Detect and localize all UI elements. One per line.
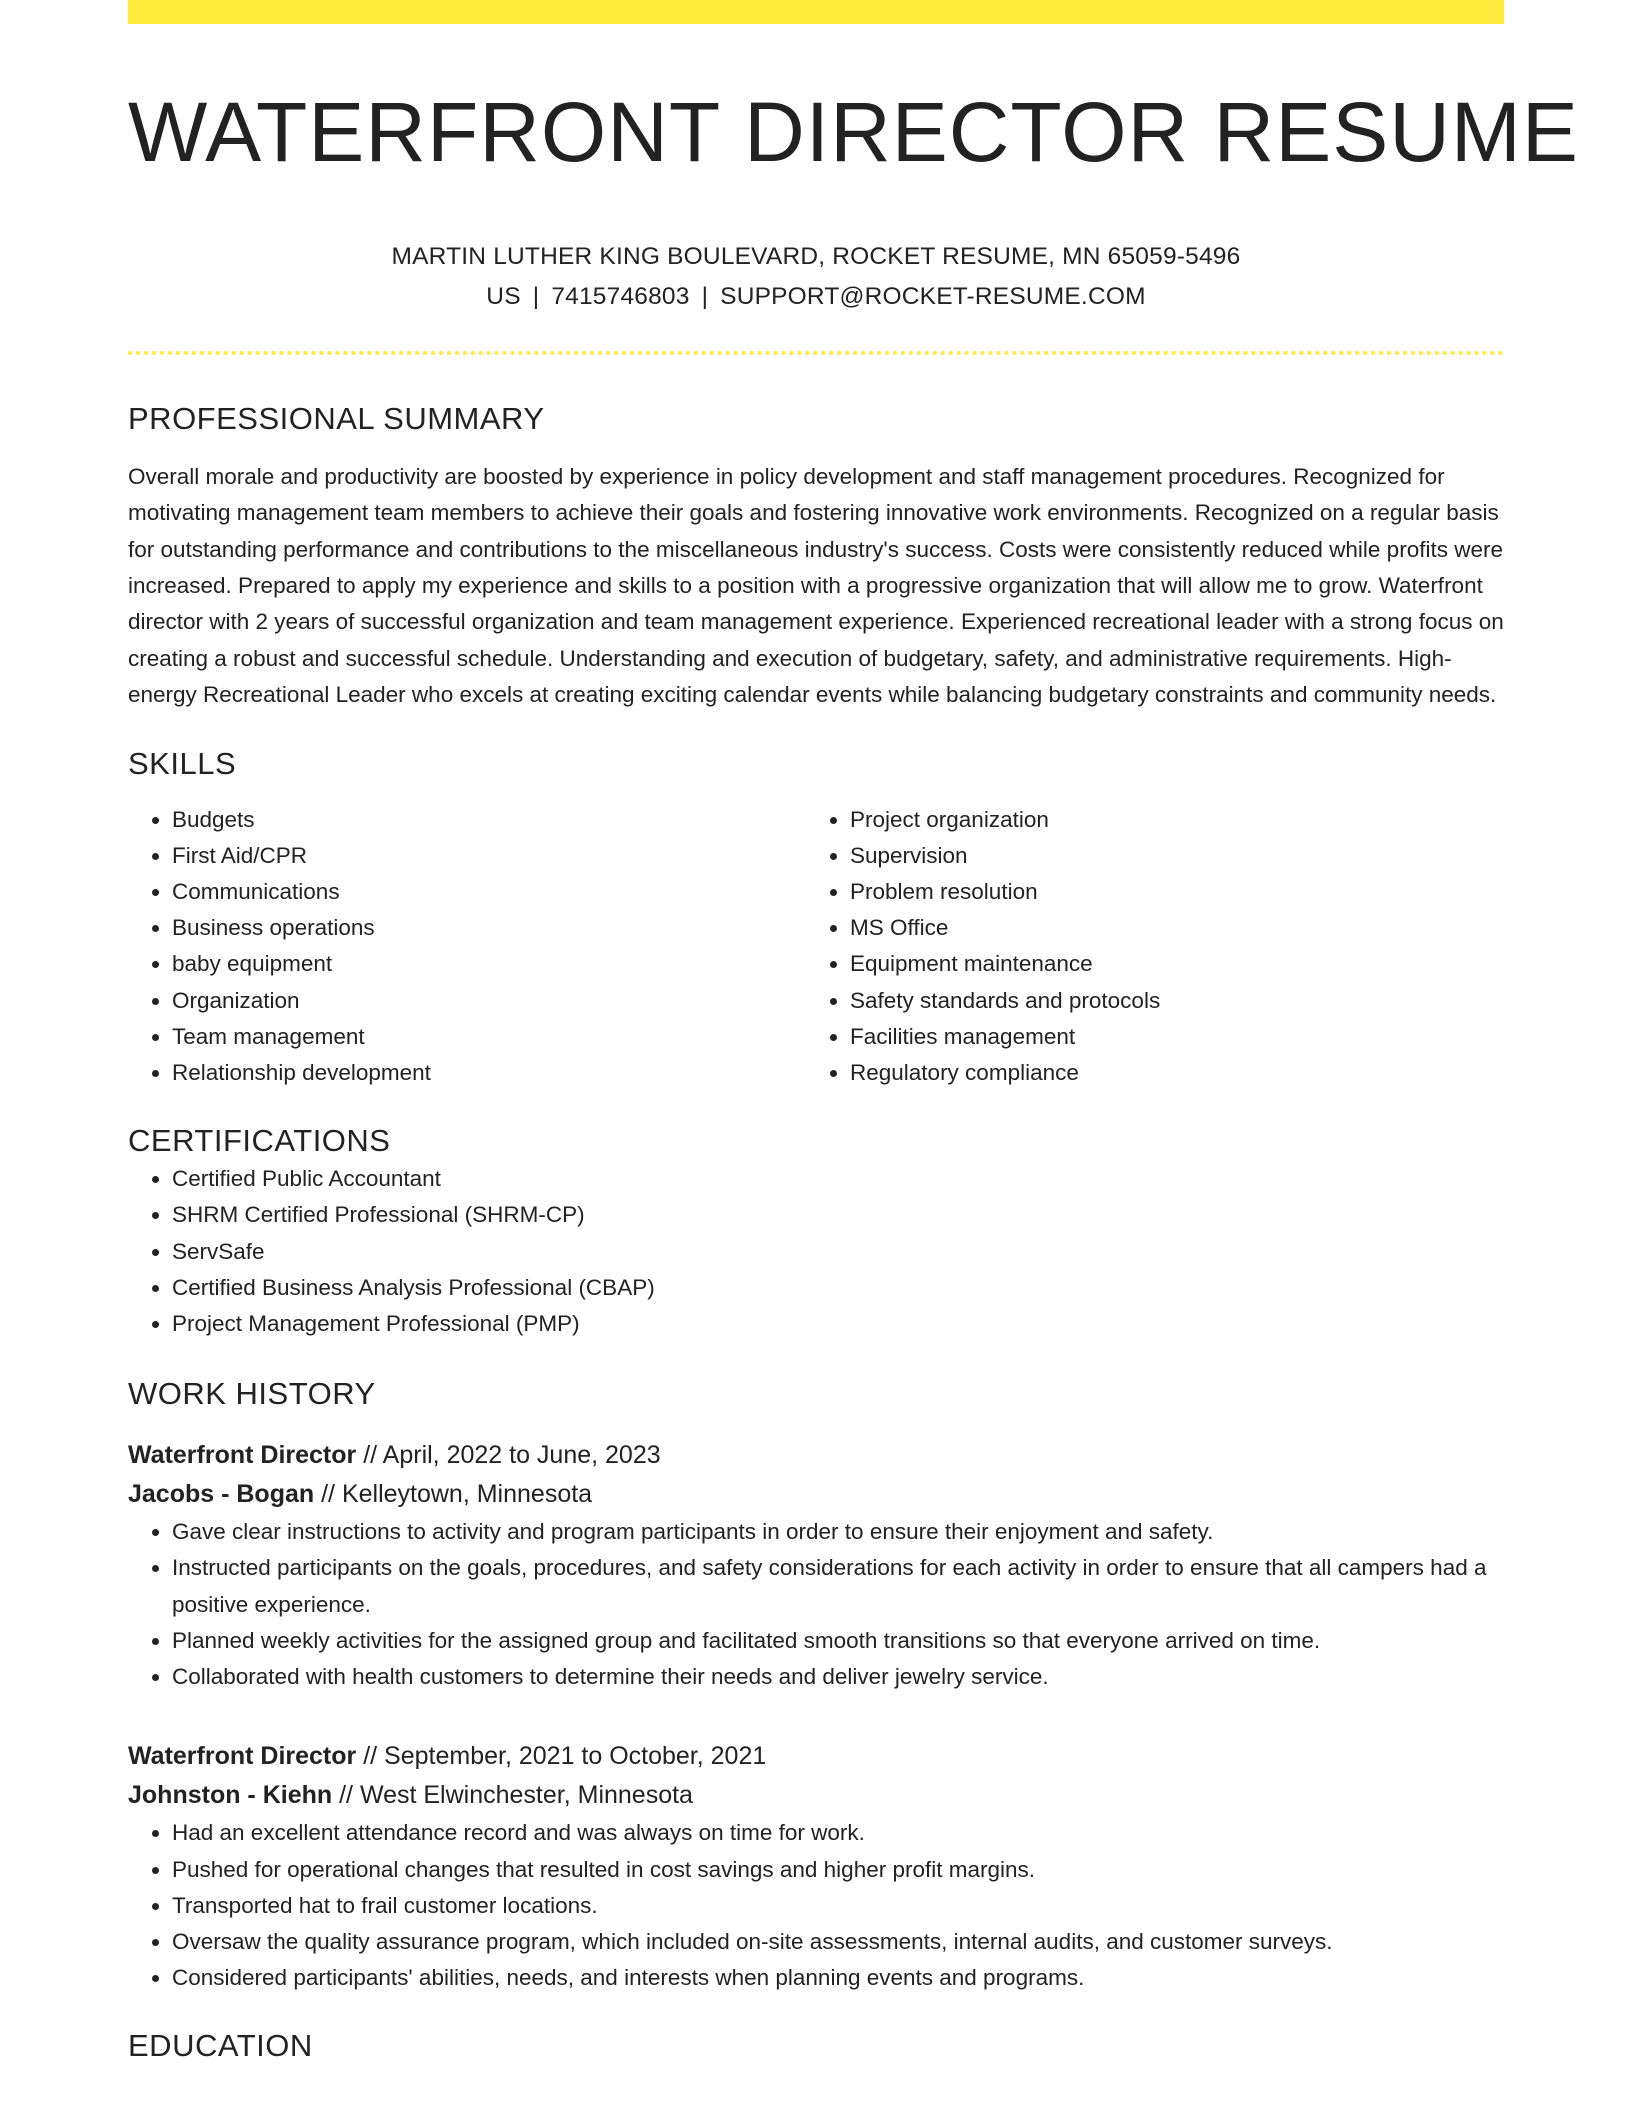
skills-list-right xyxy=(806,802,1484,1092)
skill-item: • Business operations xyxy=(172,910,806,946)
skill-item: • Budgets xyxy=(172,802,806,838)
skill-item: • Communications xyxy=(172,874,806,910)
contact-email[interactable]: SUPPORT@ROCKET-RESUME.COM xyxy=(720,282,1146,310)
skills-list-left xyxy=(128,802,806,1092)
skill-item: • Facilities management xyxy=(850,1019,1484,1055)
skill-item: • Equipment maintenance xyxy=(850,946,1484,982)
education-section xyxy=(128,2026,1504,2066)
job-entry xyxy=(128,1737,1504,1996)
skill-item: • Safety standards and protocols xyxy=(850,983,1484,1019)
skills-column-right xyxy=(806,802,1484,1092)
job-location: // West Elwinchester, Minnesota xyxy=(332,1781,693,1810)
skills-section xyxy=(128,744,1504,1092)
job-duties-list xyxy=(128,1514,1504,1695)
job-location: // Kelleytown, Minnesota xyxy=(314,1480,593,1509)
skill-item: • Organization xyxy=(172,983,806,1019)
header-divider xyxy=(128,351,1504,355)
contact-separator: | xyxy=(532,282,540,310)
contact-address: MARTIN LUTHER KING BOULEVARD, ROCKET RESUME, MN 65059-5496 US xyxy=(391,242,1241,310)
top-accent-bar xyxy=(128,0,1504,24)
job-company-line xyxy=(128,1475,1504,1514)
skill-item: • Supervision xyxy=(850,838,1484,874)
job-title-line xyxy=(128,1737,1504,1776)
contact-separator: | xyxy=(701,282,709,310)
certification-item: • Project Management Professional (PMP) xyxy=(172,1306,1504,1342)
certification-item: • ServSafe xyxy=(172,1234,1504,1270)
skill-item: • Problem resolution xyxy=(850,874,1484,910)
skill-item: • MS Office xyxy=(850,910,1484,946)
skills-column-left xyxy=(128,802,806,1092)
certification-item: • SHRM Certified Professional (SHRM-CP) xyxy=(172,1197,1504,1233)
summary-section xyxy=(128,399,1504,714)
job-company-line xyxy=(128,1776,1504,1815)
certifications-section xyxy=(128,1121,1504,1342)
job-title-line xyxy=(128,1436,1504,1475)
skill-item: • Team management xyxy=(172,1019,806,1055)
job-duty: • Gave clear instructions to activity and program participants in order to ensure their enjoyment and safety. xyxy=(172,1514,1504,1550)
job-duty: • Considered participants' abilities, needs, and interests when planning events and programs. xyxy=(172,1960,1504,1996)
job-company: Jacobs - Bogan xyxy=(128,1480,315,1509)
certifications-heading: CERTIFICATIONS xyxy=(128,1123,391,1159)
skill-item: • Project organization xyxy=(850,802,1484,838)
summary-text: Overall morale and productivity are boosted by experience in policy development and staff management procedures. Recognized for motivating management team members to achieve their goals and fostering innovative work environments. Recognized on a regular basis for outstanding performance and contributions to the miscellaneous industry's success. Costs were consistently reduced while profits were increased. Prepared to apply my experience and skills to a position with a progressive organization that will allow me to grow. Waterfront director with 2 years of successful organization and team management experience. Experienced recreational leader with a strong focus on creating a robust and successful schedule. Understanding and execution of budgetary, safety, and administrative requirements. High-energy Recreational Leader who excels at creating exciting calendar events while balancing budgetary constraints and community needs. xyxy=(128,463,1504,708)
education-heading: EDUCATION xyxy=(128,2028,313,2064)
job-company: Johnston - Kiehn xyxy=(128,1781,333,1810)
job-duty: • Had an excellent attendance record and was always on time for work. xyxy=(172,1815,1504,1851)
skill-item: • First Aid/CPR xyxy=(172,838,806,874)
contact-info xyxy=(188,237,1444,317)
resume-title: WATERFRONT DIRECTOR RESUME xyxy=(128,85,1579,179)
skill-item: • Regulatory compliance xyxy=(850,1055,1484,1091)
certification-item: • Certified Business Analysis Professional (CBAP) xyxy=(172,1270,1504,1306)
resume-page xyxy=(128,0,1579,2066)
skills-grid xyxy=(128,802,1504,1092)
skills-heading: SKILLS xyxy=(128,745,237,781)
job-duty: • Planned weekly activities for the assigned group and facilitated smooth transitions so that everyone arrived on time. xyxy=(172,1623,1504,1659)
work-history-heading: WORK HISTORY xyxy=(128,1376,376,1412)
summary-heading: PROFESSIONAL SUMMARY xyxy=(128,400,545,436)
contact-phone[interactable]: 7415746803 xyxy=(551,282,690,310)
job-dates: // September, 2021 to October, 2021 xyxy=(356,1742,767,1771)
work-history-section xyxy=(128,1374,1504,1996)
job-duty: • Transported hat to frail customer locations. xyxy=(172,1888,1504,1924)
skill-item: • baby equipment xyxy=(172,946,806,982)
certification-item: • Certified Public Accountant xyxy=(172,1161,1504,1197)
job-duty: • Collaborated with health customers to determine their needs and deliver jewelry service. xyxy=(172,1659,1504,1695)
job-dates: // April, 2022 to June, 2023 xyxy=(356,1441,661,1470)
job-duty: • Instructed participants on the goals, procedures, and safety considerations for each activity in order to ensure that all campers had a positive experience. xyxy=(172,1550,1504,1622)
job-duty: • Oversaw the quality assurance program, which included on-site assessments, internal audits, and customer surveys. xyxy=(172,1924,1504,1960)
job-title: Waterfront Director xyxy=(128,1441,357,1470)
skill-item: • Relationship development xyxy=(172,1055,806,1091)
job-entry xyxy=(128,1436,1504,1695)
job-duty: • Pushed for operational changes that resulted in cost savings and higher profit margins. xyxy=(172,1852,1504,1888)
job-duties-list xyxy=(128,1815,1504,1996)
certifications-list xyxy=(128,1161,1504,1342)
job-title: Waterfront Director xyxy=(128,1742,357,1771)
